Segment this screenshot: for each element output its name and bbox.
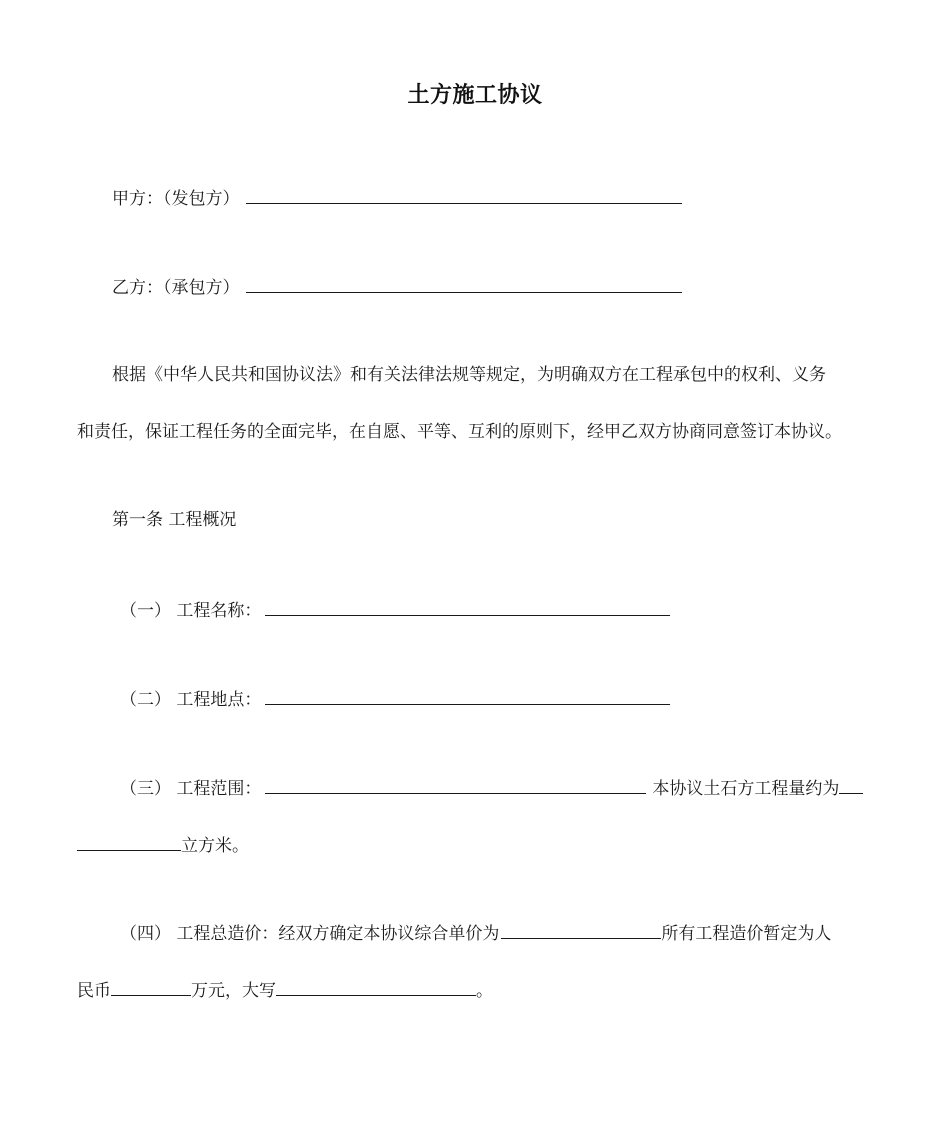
project-location-blank[interactable] (265, 686, 670, 705)
amount-capital-blank[interactable] (276, 977, 476, 996)
item-project-location-label: （二） 工程地点： (120, 690, 262, 710)
period-mark: 。 (476, 981, 493, 1001)
project-scope-blank[interactable] (265, 775, 646, 794)
item-total-cost (120, 920, 831, 946)
item-total-cost-cont (77, 977, 493, 1003)
wan-yuan-capital-text: 万元，大写 (191, 981, 276, 1001)
item-project-scope (120, 775, 863, 801)
article-1-heading: 第一条 工程概况 (112, 510, 237, 530)
project-name-blank[interactable] (265, 597, 670, 616)
party-b-line (112, 274, 682, 300)
total-cost-suffix: 所有工程造价暂定为人 (661, 924, 832, 944)
item-project-name (120, 597, 670, 623)
item-project-scope-label: （三） 工程范围： (120, 779, 262, 799)
item-project-location (120, 686, 670, 712)
item-project-scope-cont (77, 832, 249, 858)
party-b-blank[interactable] (246, 274, 682, 293)
cubic-meter-unit: 立方米。 (181, 836, 249, 856)
earthwork-volume-text: 本协议土石方工程量约为 (652, 779, 840, 799)
party-a-label: 甲方：（发包方） (112, 189, 240, 209)
document-title: 土方施工协议 (407, 83, 543, 108)
intro-paragraph-line-2: 和责任，保证工程任务的全面完毕，在自愿、平等、互利的原则下，经甲乙双方协商同意签订本协议。 (77, 422, 842, 442)
item-project-name-label: （一） 工程名称： (120, 601, 262, 621)
party-a-line (112, 185, 682, 211)
item-total-cost-label: （四） 工程总造价：经双方确定本协议综合单价为 (120, 924, 500, 944)
earthwork-volume-blank-start[interactable] (839, 775, 863, 794)
party-b-label: 乙方：（承包方） (112, 278, 240, 298)
amount-wan-blank[interactable] (111, 977, 191, 996)
intro-paragraph-line-1: 根据《中华人民共和国协议法》和有关法律法规等规定，为明确双方在工程承包中的权利、义务 (112, 365, 826, 385)
rmb-prefix: 民币 (77, 981, 111, 1001)
unit-price-blank[interactable] (501, 920, 661, 939)
party-a-blank[interactable] (246, 185, 682, 204)
earthwork-volume-blank[interactable] (77, 832, 181, 851)
